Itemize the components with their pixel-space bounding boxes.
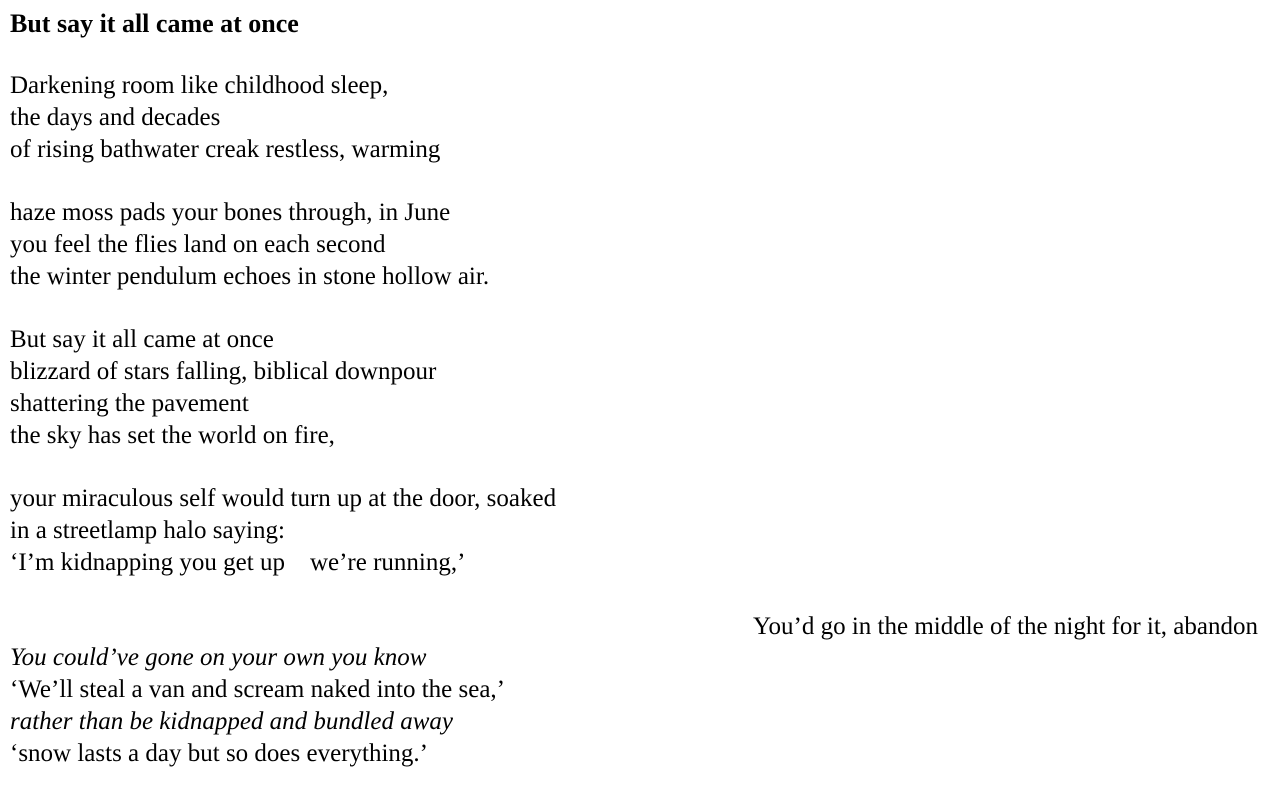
poem-line: ‘We’ll steal a van and scream naked into the sea,’ — [10, 676, 505, 704]
poem-line: blizzard of stars falling, biblical downpour — [10, 358, 437, 386]
poem-line: Darkening room like childhood sleep, — [10, 72, 389, 99]
poem-line: in a streetlamp halo saying: — [10, 517, 285, 545]
poem-line: your miraculous self would turn up at the door, soaked — [10, 485, 557, 513]
stanza-break — [10, 293, 1260, 325]
poem-line-italic: You could’ve gone on your own you know — [10, 644, 427, 672]
stanza-break — [10, 165, 1260, 197]
poem-line: the winter pendulum echoes in stone hollow air. — [10, 262, 490, 290]
stanza-3 — [10, 324, 1260, 451]
right-aligned-line: You’d go in the middle of the night for it, abandon — [752, 612, 1258, 640]
poem-line: ‘I’m kidnapping you get up we’re running,’ — [10, 548, 466, 576]
poem-title: But say it all came at once — [10, 9, 299, 38]
poem-line: the sky has set the world on fire, — [10, 421, 335, 449]
poem-line-italic: rather than be kidnapped and bundled away — [10, 707, 453, 735]
stanza-break — [10, 579, 1260, 611]
stanza-5 — [10, 642, 1260, 769]
poem-line: the days and decades — [10, 103, 221, 131]
stanza-4 — [10, 483, 1260, 578]
spacer — [10, 42, 1260, 70]
poem-line: haze moss pads your bones through, in June — [10, 199, 451, 227]
stanza-1 — [10, 70, 1260, 165]
poem-line: shattering the pavement — [10, 389, 249, 417]
poem-line: of rising bathwater creak restless, warming — [10, 135, 441, 163]
stanza-break — [10, 452, 1260, 484]
poem-line: ‘snow lasts a day but so does everything.’ — [10, 739, 428, 767]
poem-line: you feel the flies land on each second — [10, 230, 386, 258]
poem-line: But say it all came at once — [10, 326, 274, 354]
poem — [10, 6, 1260, 770]
stanza-2 — [10, 197, 1260, 292]
